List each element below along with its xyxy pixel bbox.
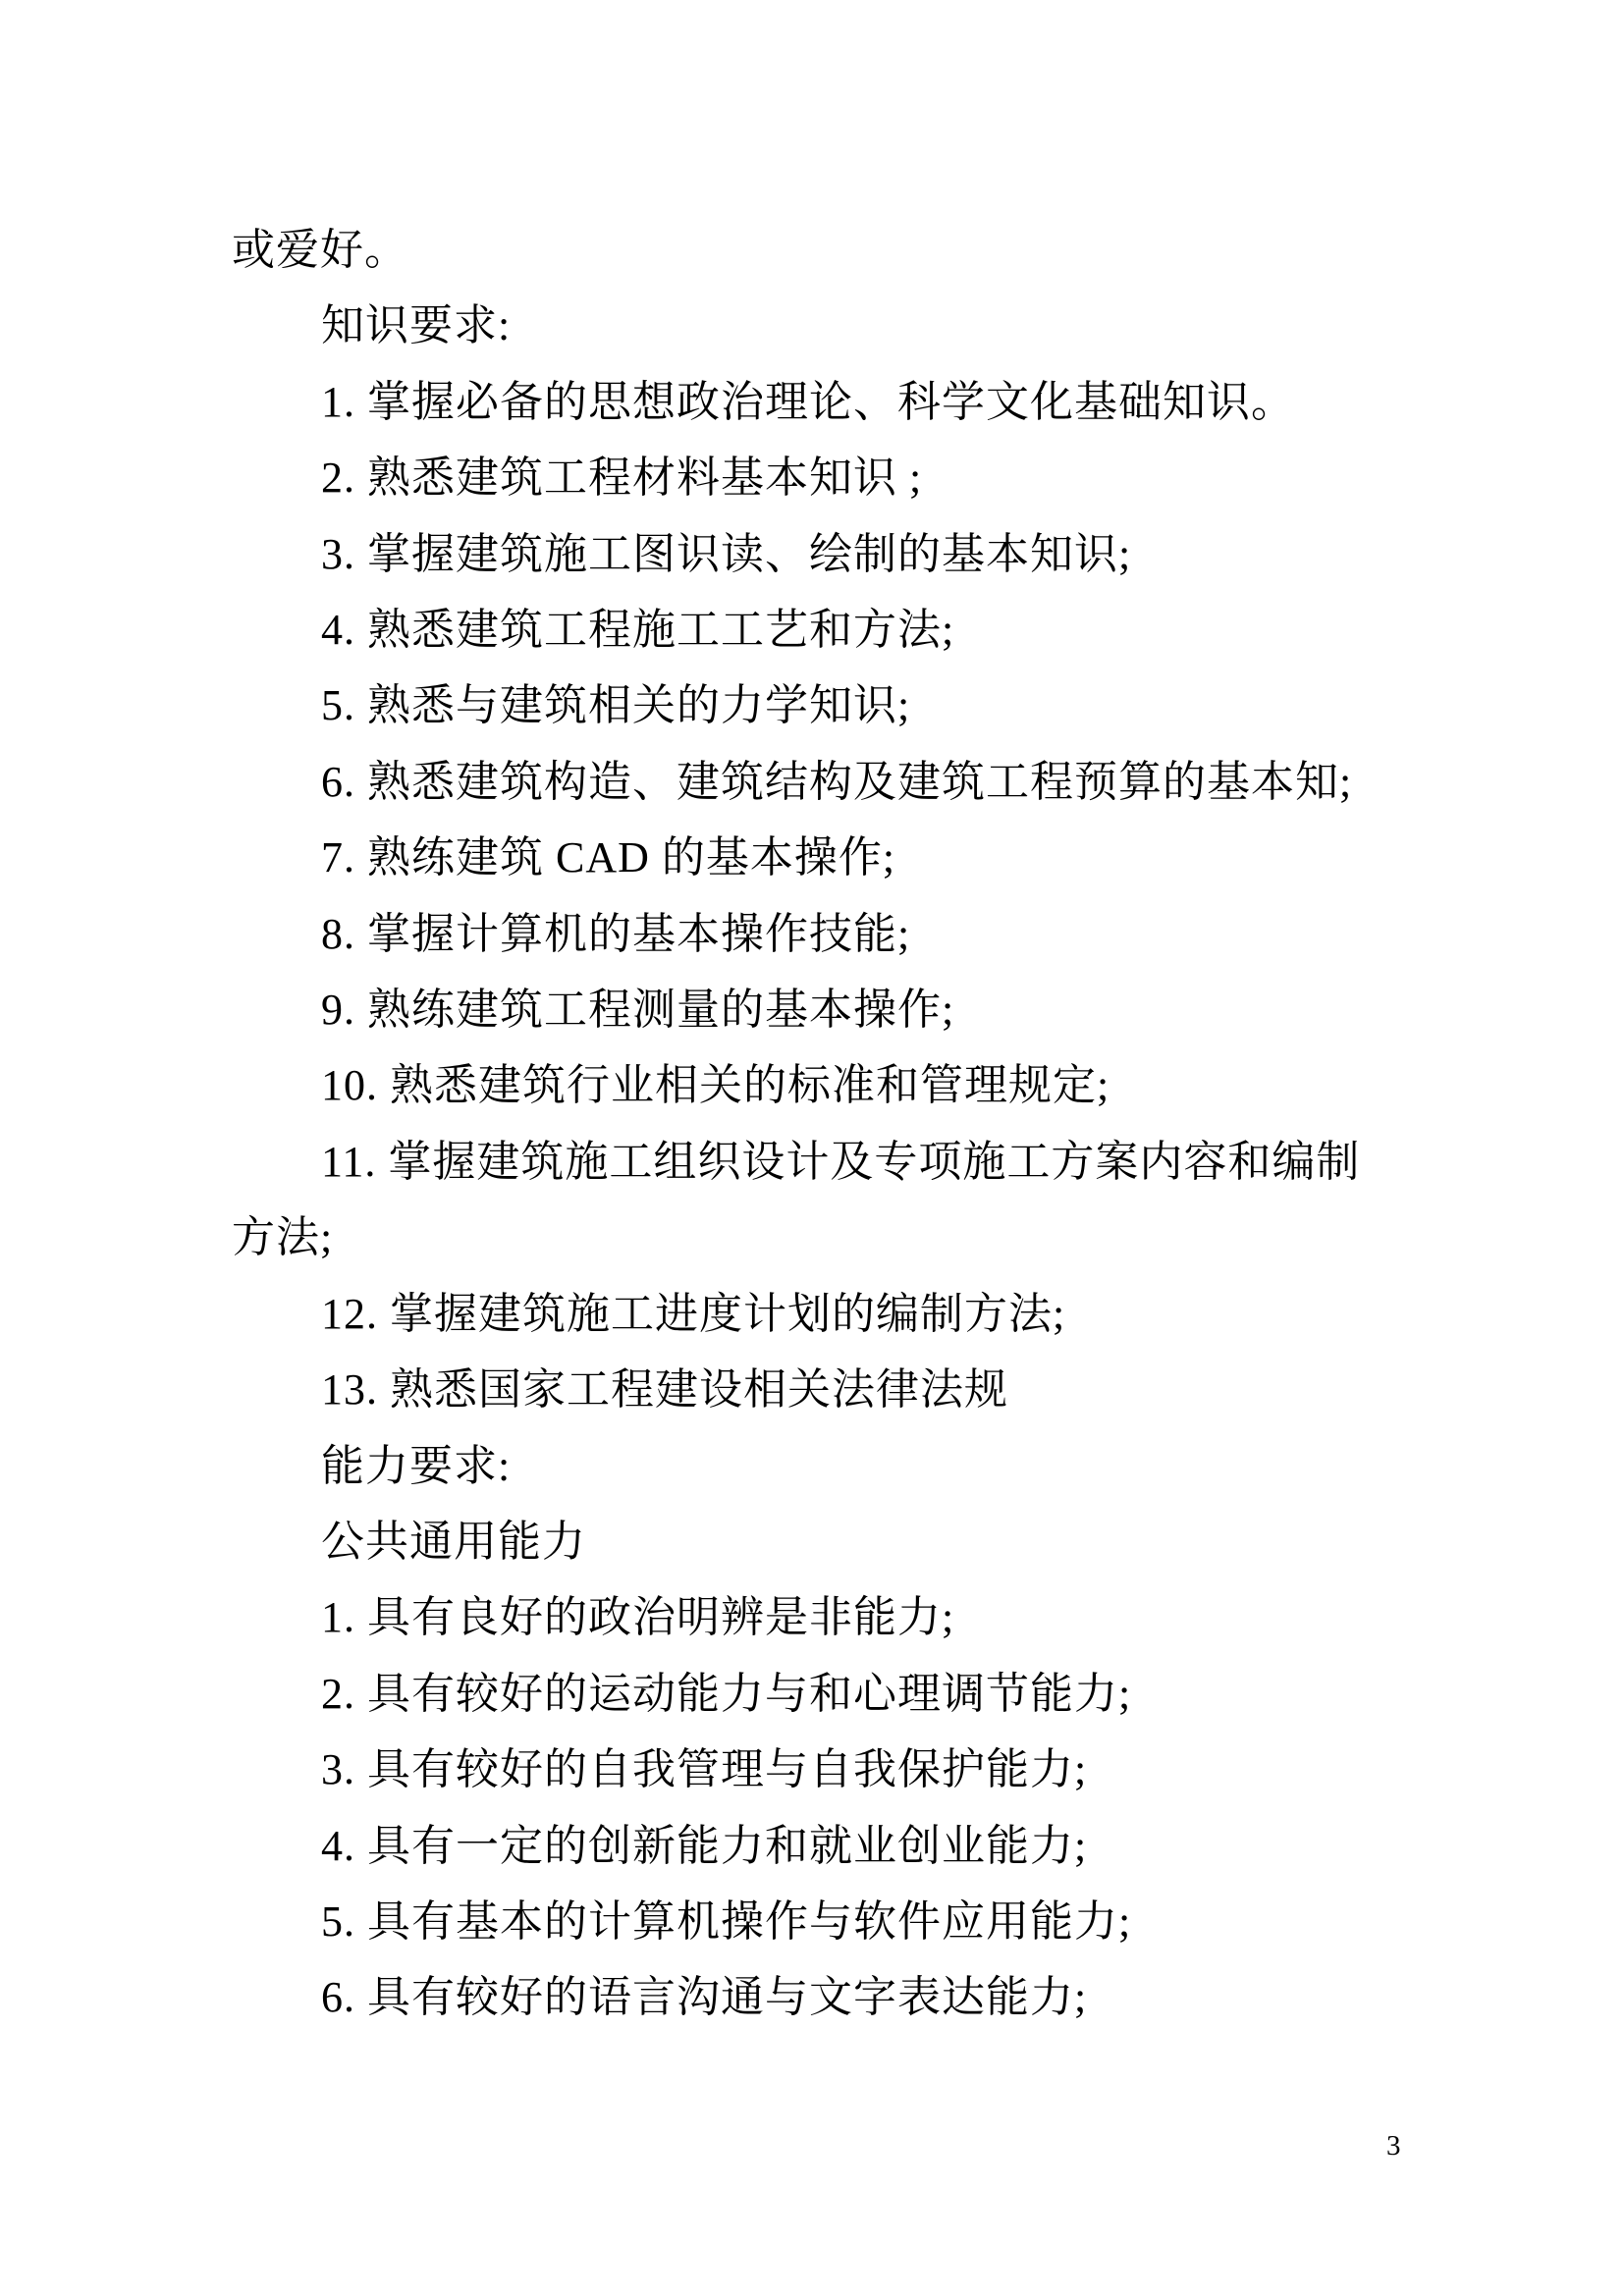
paragraph: 4. 具有一定的创新能力和就业创业能力; <box>321 1821 1088 1870</box>
paragraph: 知识要求: <box>321 301 512 350</box>
paragraph: 7. 熟练建筑 CAD 的基本操作; <box>321 833 896 882</box>
paragraph: 12. 掌握建筑施工进度计划的编制方法; <box>321 1289 1066 1338</box>
paragraph: 4. 熟悉建筑工程施工工艺和方法; <box>321 606 955 655</box>
paragraph: 5. 熟悉与建筑相关的力学知识; <box>321 681 911 730</box>
paragraph: 6. 具有较好的语言沟通与文字表达能力; <box>321 1973 1088 2022</box>
paragraph: 5. 具有基本的计算机操作与软件应用能力; <box>321 1896 1132 1946</box>
paragraph: 能力要求: <box>321 1441 512 1490</box>
document-body <box>232 212 1398 2036</box>
paragraph: 公共通用能力 <box>321 1517 586 1566</box>
paragraph: 2. 熟悉建筑工程材料基本知识 ; <box>321 454 923 503</box>
paragraph: 3. 具有较好的自我管理与自我保护能力; <box>321 1745 1088 1794</box>
paragraph: 1. 掌握必备的思想政治理论、科学文化基础知识。 <box>321 377 1295 426</box>
paragraph: 13. 熟悉国家工程建设相关法律法规 <box>321 1365 1008 1415</box>
paragraph: 11. 掌握建筑施工组织设计及专项施工方案内容和编制方法; <box>232 1137 1361 1262</box>
paragraph: 10. 熟悉建筑行业相关的标准和管理规定; <box>321 1061 1110 1110</box>
paragraph: 8. 掌握计算机的基本操作技能; <box>321 909 911 958</box>
paragraph: 2. 具有较好的运动能力与和心理调节能力; <box>321 1669 1132 1718</box>
paragraph: 1. 具有良好的政治明辨是非能力; <box>321 1593 955 1642</box>
paragraph: 或爱好。 <box>232 226 408 274</box>
page-number: 3 <box>1386 2130 1401 2162</box>
paragraph: 6. 熟悉建筑构造、建筑结构及建筑工程预算的基本知; <box>321 757 1353 806</box>
paragraph: 3. 掌握建筑施工图识读、绘制的基本知识; <box>321 529 1132 578</box>
paragraph: 9. 熟练建筑工程测量的基本操作; <box>321 986 955 1035</box>
